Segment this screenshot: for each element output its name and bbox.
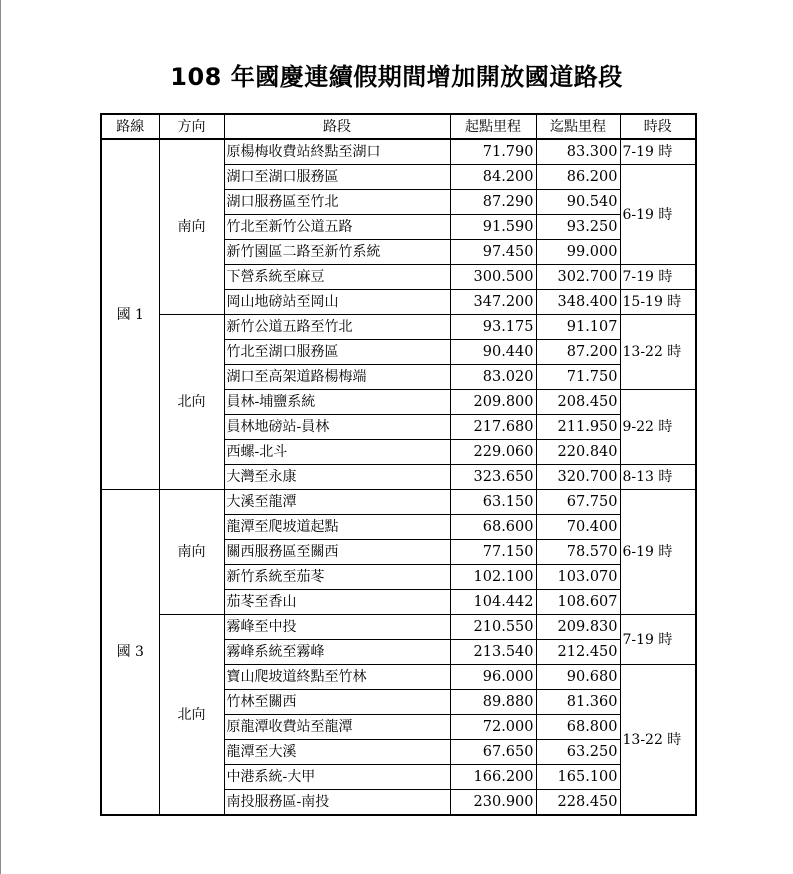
route-cell: 國 1 — [101, 139, 159, 490]
segment-cell: 大灣至永康 — [224, 465, 450, 490]
table-header-row — [101, 114, 696, 139]
start-km-cell: 229.060 — [450, 440, 536, 465]
start-km-cell: 217.680 — [450, 415, 536, 440]
direction-cell: 北向 — [159, 615, 224, 816]
segment-cell: 新竹系統至茄苳 — [224, 565, 450, 590]
segment-cell: 原龍潭收費站至龍潭 — [224, 715, 450, 740]
start-km-cell: 209.800 — [450, 390, 536, 415]
segment-cell: 岡山地磅站至岡山 — [224, 290, 450, 315]
time-period-cell: 6-19 時 — [620, 490, 696, 615]
segment-cell: 關西服務區至關西 — [224, 540, 450, 565]
start-km-cell: 97.450 — [450, 240, 536, 265]
start-km-cell: 300.500 — [450, 265, 536, 290]
segment-cell: 中港系統-大甲 — [224, 765, 450, 790]
time-period-cell: 6-19 時 — [620, 165, 696, 265]
end-km-cell: 208.450 — [536, 390, 620, 415]
end-km-cell: 71.750 — [536, 365, 620, 390]
time-period-cell: 9-22 時 — [620, 390, 696, 465]
document-title: 108 年國慶連續假期間增加開放國道路段 — [170, 63, 623, 91]
start-km-cell: 67.650 — [450, 740, 536, 765]
time-period-cell: 8-13 時 — [620, 465, 696, 490]
segment-cell: 新竹園區二路至新竹系統 — [224, 240, 450, 265]
start-km-cell: 323.650 — [450, 465, 536, 490]
segment-cell: 茄苳至香山 — [224, 590, 450, 615]
time-period-cell: 15-19 時 — [620, 290, 696, 315]
start-km-cell: 72.000 — [450, 715, 536, 740]
end-km-cell: 348.400 — [536, 290, 620, 315]
segment-cell: 霧峰系統至霧峰 — [224, 640, 450, 665]
end-km-cell: 86.200 — [536, 165, 620, 190]
segment-cell: 員林地磅站-員林 — [224, 415, 450, 440]
end-km-cell: 320.700 — [536, 465, 620, 490]
start-km-cell: 102.100 — [450, 565, 536, 590]
segment-cell: 竹林至關西 — [224, 690, 450, 715]
segment-cell: 原楊梅收費站終點至湖口 — [224, 139, 450, 165]
end-km-cell: 78.570 — [536, 540, 620, 565]
end-km-cell: 70.400 — [536, 515, 620, 540]
header-segment: 路段 — [224, 114, 450, 139]
end-km-cell: 165.100 — [536, 765, 620, 790]
start-km-cell: 166.200 — [450, 765, 536, 790]
start-km-cell: 89.880 — [450, 690, 536, 715]
end-km-cell: 99.000 — [536, 240, 620, 265]
segment-cell: 湖口至湖口服務區 — [224, 165, 450, 190]
header-route: 路線 — [101, 114, 159, 139]
start-km-cell: 84.200 — [450, 165, 536, 190]
route-cell: 國 3 — [101, 490, 159, 816]
start-km-cell: 87.290 — [450, 190, 536, 215]
end-km-cell: 93.250 — [536, 215, 620, 240]
segment-cell: 寶山爬坡道終點至竹林 — [224, 665, 450, 690]
time-period-cell: 13-22 時 — [620, 665, 696, 816]
end-km-cell: 67.750 — [536, 490, 620, 515]
segment-cell: 竹北至新竹公道五路 — [224, 215, 450, 240]
start-km-cell: 83.020 — [450, 365, 536, 390]
start-km-cell: 91.590 — [450, 215, 536, 240]
end-km-cell: 103.070 — [536, 565, 620, 590]
end-km-cell: 211.950 — [536, 415, 620, 440]
direction-cell: 南向 — [159, 490, 224, 615]
end-km-cell: 91.107 — [536, 315, 620, 340]
end-km-cell: 90.680 — [536, 665, 620, 690]
segment-cell: 西螺-北斗 — [224, 440, 450, 465]
segment-cell: 下營系統至麻豆 — [224, 265, 450, 290]
header-time: 時段 — [620, 114, 696, 139]
segment-cell: 霧峰至中投 — [224, 615, 450, 640]
end-km-cell: 63.250 — [536, 740, 620, 765]
segment-cell: 大溪至龍潭 — [224, 490, 450, 515]
road-segments-table — [100, 113, 697, 816]
segment-cell: 龍潭至爬坡道起點 — [224, 515, 450, 540]
start-km-cell: 68.600 — [450, 515, 536, 540]
end-km-cell: 83.300 — [536, 139, 620, 165]
header-start: 起點里程 — [450, 114, 536, 139]
start-km-cell: 230.900 — [450, 790, 536, 816]
table-row — [101, 490, 696, 515]
table-row — [101, 315, 696, 340]
start-km-cell: 210.550 — [450, 615, 536, 640]
segment-cell: 湖口服務區至竹北 — [224, 190, 450, 215]
start-km-cell: 90.440 — [450, 340, 536, 365]
segment-cell: 南投服務區-南投 — [224, 790, 450, 816]
direction-cell: 北向 — [159, 315, 224, 490]
end-km-cell: 90.540 — [536, 190, 620, 215]
end-km-cell: 302.700 — [536, 265, 620, 290]
page-left-edge — [0, 0, 1, 874]
segment-cell: 竹北至湖口服務區 — [224, 340, 450, 365]
start-km-cell: 77.150 — [450, 540, 536, 565]
end-km-cell: 228.450 — [536, 790, 620, 816]
segment-cell: 龍潭至大溪 — [224, 740, 450, 765]
segment-cell: 員林-埔鹽系統 — [224, 390, 450, 415]
start-km-cell: 347.200 — [450, 290, 536, 315]
time-period-cell: 7-19 時 — [620, 615, 696, 665]
end-km-cell: 209.830 — [536, 615, 620, 640]
table-row — [101, 139, 696, 165]
start-km-cell: 213.540 — [450, 640, 536, 665]
table-row — [101, 615, 696, 640]
table-body — [101, 139, 696, 815]
start-km-cell: 71.790 — [450, 139, 536, 165]
end-km-cell: 108.607 — [536, 590, 620, 615]
direction-cell: 南向 — [159, 139, 224, 315]
header-end: 迄點里程 — [536, 114, 620, 139]
end-km-cell: 212.450 — [536, 640, 620, 665]
time-period-cell: 7-19 時 — [620, 265, 696, 290]
segment-cell: 新竹公道五路至竹北 — [224, 315, 450, 340]
start-km-cell: 96.000 — [450, 665, 536, 690]
start-km-cell: 63.150 — [450, 490, 536, 515]
end-km-cell: 87.200 — [536, 340, 620, 365]
time-period-cell: 7-19 時 — [620, 139, 696, 165]
time-period-cell: 13-22 時 — [620, 315, 696, 390]
segment-cell: 湖口至高架道路楊梅端 — [224, 365, 450, 390]
start-km-cell: 93.175 — [450, 315, 536, 340]
header-direction: 方向 — [159, 114, 224, 139]
start-km-cell: 104.442 — [450, 590, 536, 615]
end-km-cell: 81.360 — [536, 690, 620, 715]
end-km-cell: 68.800 — [536, 715, 620, 740]
end-km-cell: 220.840 — [536, 440, 620, 465]
